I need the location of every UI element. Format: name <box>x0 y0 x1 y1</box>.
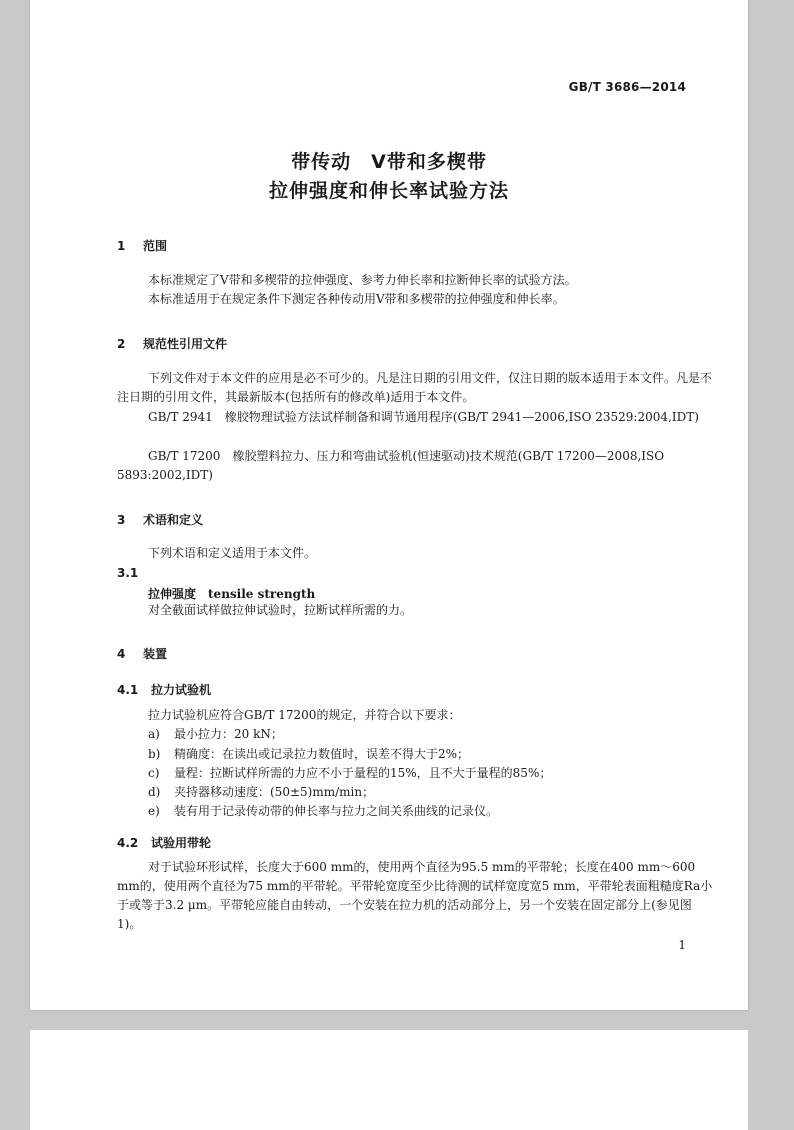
section-1-heading <box>117 237 167 254</box>
section-2-paragraph-1: 下列文件对于本文件的应用是必不可少的。凡是注日期的引用文件，仅注日期的版本适用于本文件。凡是不注日期的引用文件，其最新版本(包括所有的修改单)适用于本文件。 <box>117 371 713 404</box>
section-number: 3 <box>117 513 126 527</box>
section-3-paragraph-1: 下列术语和定义适用于本文件。 <box>148 546 317 560</box>
subsection-3-1-number: 3.1 <box>117 566 139 580</box>
term-english: tensile strength <box>208 587 316 601</box>
section-title: 范围 <box>143 239 168 253</box>
document-title-line2: 拉伸强度和伸长率试验方法 <box>268 180 509 202</box>
section-1-paragraph-1: 本标准规定了V带和多楔带的拉伸强度、参考力伸长率和拉断伸长率的试验方法。 <box>148 273 577 287</box>
next-page-preview <box>30 1030 748 1130</box>
list-item: e) 装有用于记录传动带的伸长率与拉力之间关系曲线的记录仪。 <box>148 804 499 818</box>
section-2-heading <box>117 335 227 352</box>
list-item: a) 最小拉力：20 kN； <box>148 727 283 741</box>
section-title: 术语和定义 <box>143 513 204 527</box>
list-item: d) 夹持器移动速度：(50±5)mm/min； <box>148 785 375 799</box>
section-number: 1 <box>117 239 126 253</box>
subsection-4-2-heading: 4.2 试验用带轮 <box>117 836 212 850</box>
section-number: 2 <box>117 337 126 351</box>
term-definition: 对全截面试样做拉伸试验时，拉断试样所需的力。 <box>148 603 413 617</box>
section-title: 装置 <box>143 647 168 661</box>
page-number: 1 <box>678 938 686 952</box>
list-item: b) 精确度：在读出或记录拉力数值时，误差不得大于2%； <box>148 747 470 761</box>
document-page <box>30 0 748 1010</box>
section-number: 4 <box>117 647 126 661</box>
term-chinese: 拉伸强度 <box>148 587 197 601</box>
section-title: 规范性引用文件 <box>143 337 228 351</box>
section-4-heading <box>117 645 167 662</box>
list-item: c) 量程：拉断试样所需的力应不小于量程的15%，且不大于量程的85%； <box>148 766 552 780</box>
subsection-4-1-heading: 4.1 拉力试验机 <box>117 683 212 697</box>
term-entry <box>148 585 315 602</box>
standard-code: GB/T 3686—2014 <box>568 80 686 94</box>
subsection-4-1-intro: 拉力试验机应符合GB/T 17200的规定，并符合以下要求： <box>148 708 461 722</box>
section-3-heading <box>117 511 203 528</box>
section-1-paragraph-2: 本标准适用于在规定条件下测定各种传动用V带和多楔带的拉伸强度和伸长率。 <box>148 292 565 306</box>
subsection-4-2-paragraph: 对于试验环形试样，长度大于600 mm的，使用两个直径为95.5 mm的平带轮；长度在400 mm～600 mm的，使用两个直径为75 mm的平带轮。平带轮宽度至少比待测的试样宽度宽5 mm，平带轮表面粗糙度Ra小于或等于3.2 μm。平带轮应能自由转动，一个安装在拉力机的活动部分上，另一个安装在固定部分上(参见图1)。 <box>117 860 713 931</box>
section-2-reference-gbt17200: GB/T 17200 橡胶塑料拉力、压力和弯曲试验机(恒速驱动)技术规范(GB/T 17200—2008,ISO 5893:2002,IDT) <box>117 449 665 482</box>
section-2-reference-gbt2941: GB/T 2941 橡胶物理试验方法试样制备和调节通用程序(GB/T 2941—2006,ISO 23529:2004,IDT) <box>148 410 699 424</box>
document-title-line1: 带传动 V带和多楔带 <box>291 151 487 173</box>
